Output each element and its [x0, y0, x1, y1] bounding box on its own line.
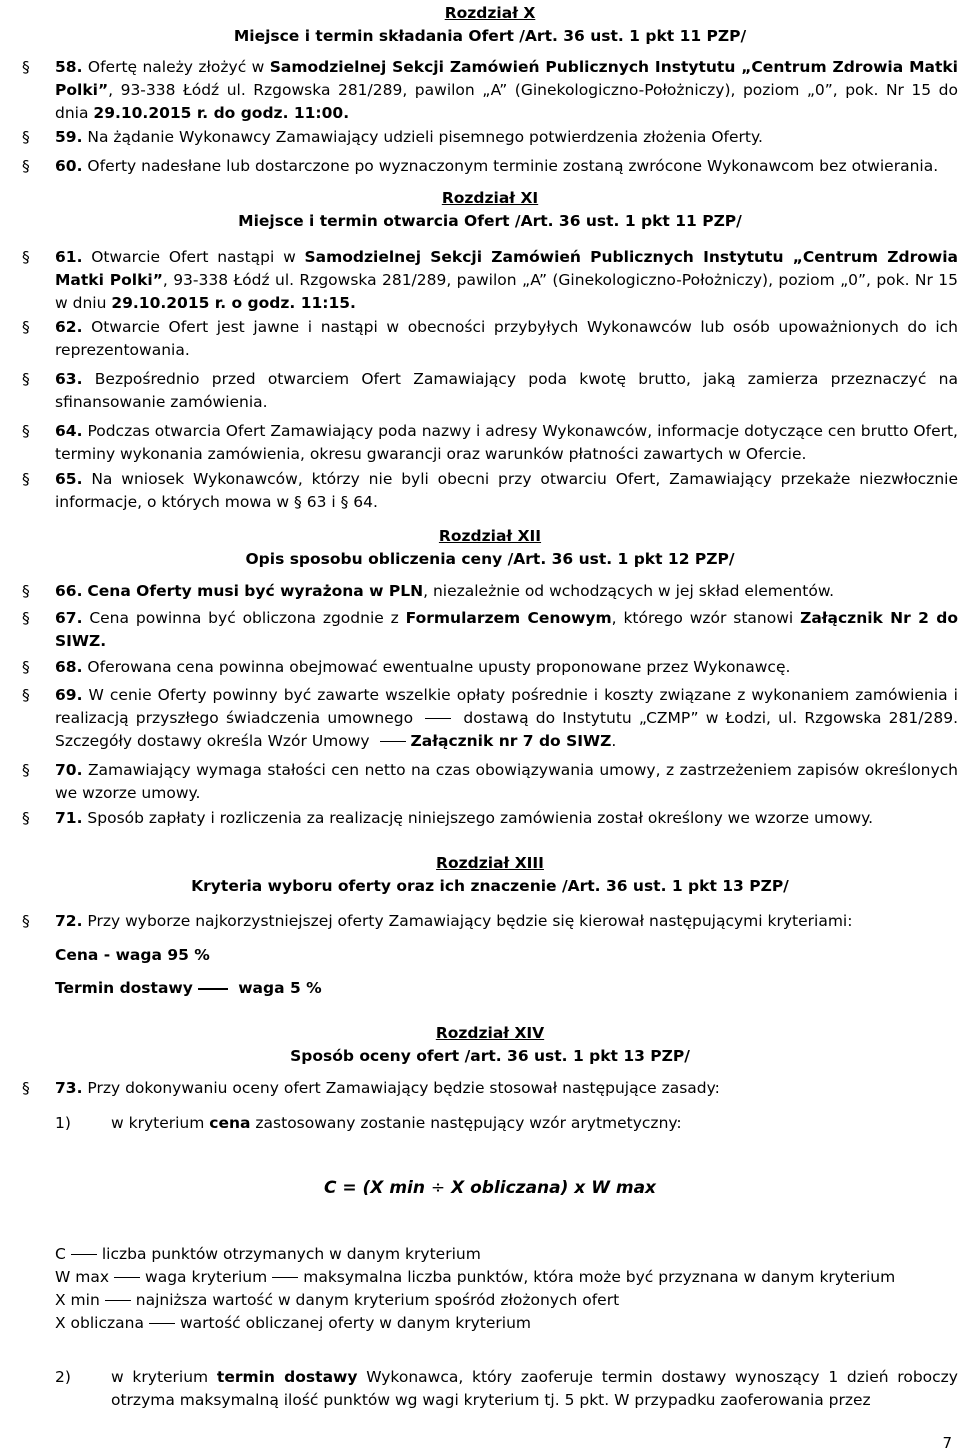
chapter-number: Rozdział XII: [438, 527, 542, 545]
paragraph-number: 72.: [55, 912, 83, 930]
paragraph-number: 66.: [55, 582, 83, 600]
section-sign: §: [22, 318, 30, 336]
section-sign: §: [22, 761, 30, 779]
paragraph-69: § 69. W cenie Oferty powinny być zawarte wszelkie opłaty pośrednie i koszty związane z wykonaniem zamówienia i realizacją przyszłego świadczenia umownego dostawą do Instytutu „CZMP” w Łodzi, ul. Rzgowska 281/289. Szczegóły dostawy określa Wzór Umowy Załącznik nr 7 do SIWZ.: [22, 684, 958, 753]
paragraph-number: 64.: [55, 422, 83, 440]
section-sign: §: [22, 58, 30, 76]
legend-row: X obliczana wartość obliczanej oferty w danym kryterium: [55, 1314, 532, 1332]
paragraph-number: 69.: [55, 686, 83, 704]
paragraph-64: § 64. Podczas otwarcia Ofert Zamawiający poda nazwy i adresy Wykonawców, informacje dotyczące cen brutto Ofert, terminy wykonania zamówienia, okresu gwarancji oraz warunków płatności zawartych w Ofercie.: [22, 420, 958, 466]
paragraph-60: § 60. Oferty nadesłane lub dostarczone po wyznaczonym terminie zostaną zwrócone Wykonawcom bez otwierania.: [22, 155, 958, 178]
paragraph-65: § 65. Na wniosek Wykonawców, którzy nie byli obecni przy otwarciu Ofert, Zamawiający przekaże niezwłocznie informacje, o których mowa w § 63 i § 64.: [22, 468, 958, 514]
rule-1: 1) w kryterium cena zastosowany zostanie następujący wzór arytmetyczny:: [55, 1112, 958, 1135]
paragraph-number: 61.: [55, 248, 83, 266]
paragraph-number: 73.: [55, 1079, 83, 1097]
chapter-title: Opis sposobu obliczenia ceny /Art. 36 ust. 1 pkt 12 PZP/: [245, 550, 735, 568]
chapter-number: Rozdział XIV: [435, 1024, 545, 1042]
chapter-number: Rozdział XI: [441, 189, 539, 207]
paragraph-71: § 71. Sposób zapłaty i rozliczenia za realizację niniejszego zamówienia został określony we wzorze umowy.: [22, 807, 958, 830]
paragraph-number: 70.: [55, 761, 83, 779]
rule-number: 2): [55, 1368, 71, 1386]
paragraph-number: 63.: [55, 370, 83, 388]
chapter-title: Miejsce i termin składania Ofert /Art. 36 ust. 1 pkt 11 PZP/: [233, 27, 747, 45]
paragraph-66: § 66. Cena Oferty musi być wyrażona w PLN, niezależnie od wchodzących w jej skład elementów.: [22, 580, 958, 603]
paragraph-number: 68.: [55, 658, 83, 676]
legend-row: W max waga kryterium maksymalna liczba punktów, która może być przyznana w danym kryterium: [55, 1268, 896, 1286]
section-sign: §: [22, 609, 30, 627]
section-sign: §: [22, 470, 30, 488]
rule-2: 2) w kryterium termin dostawy Wykonawca, który zaoferuje termin dostawy wynoszący 1 dzień roboczy otrzyma maksymalną ilość punktów wg wagi kryterium tj. 5 pkt. W przypadku zaoferowania przez: [55, 1366, 958, 1412]
section-sign: §: [22, 422, 30, 440]
section-sign: §: [22, 157, 30, 175]
section-sign: §: [22, 912, 30, 930]
chapter-number: Rozdział X: [444, 4, 536, 22]
paragraph-number: 62.: [55, 318, 83, 336]
page-number: 7: [942, 1434, 952, 1452]
dash-rule: [425, 718, 451, 719]
section-sign: §: [22, 686, 30, 704]
paragraph-59: § 59. Na żądanie Wykonawcy Zamawiający udzieli pisemnego potwierdzenia złożenia Oferty.: [22, 126, 958, 149]
paragraph-63: § 63. Bezpośrednio przed otwarciem Ofert Zamawiający poda kwotę brutto, jaką zamierza przeznaczyć na sfinansowanie zamówienia.: [22, 368, 958, 414]
paragraph-67: § 67. Cena powinna być obliczona zgodnie z Formularzem Cenowym, którego wzór stanowi Załącznik Nr 2 do SIWZ.: [22, 607, 958, 653]
section-sign: §: [22, 1079, 30, 1097]
paragraph-62: § 62. Otwarcie Ofert jest jawne i nastąpi w obecności przybyłych Wykonawców lub osób upoważnionych do ich reprezentowania.: [22, 316, 958, 362]
chapter-xi-heading: [22, 187, 958, 233]
paragraph-number: 59.: [55, 128, 83, 146]
criterion-price: Cena - waga 95 %: [55, 946, 210, 964]
paragraph-58: § 58. Ofertę należy złożyć w Samodzielnej Sekcji Zamówień Publicznych Instytutu „Centrum Zdrowia Matki Polki”, 93-338 Łódź ul. Rzgowska 281/289, pawilon „A” (Ginekologiczno-Położniczy), poziom „0”, pok. Nr 15 do dnia 29.10.2015 r. do godz. 11:00.: [22, 56, 958, 125]
section-sign: §: [22, 809, 30, 827]
chapter-number: Rozdział XIII: [436, 854, 544, 872]
paragraph-72: § 72. Przy wyborze najkorzystniejszej oferty Zamawiający będzie się kierował następującymi kryteriami:: [22, 910, 958, 933]
paragraph-61: § 61. Otwarcie Ofert nastąpi w Samodzielnej Sekcji Zamówień Publicznych Instytutu „Centrum Zdrowia Matki Polki”, 93-338 Łódź ul. Rzgowska 281/289, pawilon „A” (Ginekologiczno-Położniczy), poziom „0”, pok. Nr 15 w dniu 29.10.2015 r. o godz. 11:15.: [22, 246, 958, 315]
paragraph-73: § 73. Przy dokonywaniu oceny ofert Zamawiający będzie stosował następujące zasady:: [22, 1077, 958, 1100]
section-sign: §: [22, 582, 30, 600]
dash-rule: [380, 741, 406, 742]
rule-number: 1): [55, 1114, 71, 1132]
legend-row: C liczba punktów otrzymanych w danym kryterium: [55, 1245, 481, 1263]
criterion-delivery: Termin dostawy waga 5 %: [55, 979, 322, 997]
chapter-xii-heading: [22, 525, 958, 571]
chapter-title: Miejsce i termin otwarcia Ofert /Art. 36 ust. 1 pkt 11 PZP/: [238, 212, 742, 230]
paragraph-number: 71.: [55, 809, 83, 827]
paragraph-68: § 68. Oferowana cena powinna obejmować ewentualne upusty proponowane przez Wykonawcę.: [22, 656, 958, 679]
section-sign: §: [22, 370, 30, 388]
chapter-x-heading: [22, 2, 958, 48]
price-formula: C = (X min ÷ X obliczana) x W max: [323, 1178, 657, 1198]
section-sign: §: [22, 248, 30, 266]
paragraph-number: 58.: [55, 58, 83, 76]
chapter-title: Sposób oceny ofert /art. 36 ust. 1 pkt 13 PZP/: [290, 1047, 690, 1065]
section-sign: §: [22, 658, 30, 676]
dash-rule: [198, 988, 228, 990]
paragraph-number: 65.: [55, 470, 83, 488]
chapter-xiii-heading: [22, 852, 958, 898]
section-sign: §: [22, 128, 30, 146]
chapter-xiv-heading: [22, 1022, 958, 1068]
paragraph-number: 60.: [55, 157, 83, 175]
legend-row: X min najniższa wartość w danym kryterium spośród złożonych ofert: [55, 1291, 620, 1309]
paragraph-number: 67.: [55, 609, 83, 627]
paragraph-70: § 70. Zamawiający wymaga stałości cen netto na czas obowiązywania umowy, z zastrzeżeniem zapisów określonych we wzorze umowy.: [22, 759, 958, 805]
chapter-title: Kryteria wyboru oferty oraz ich znaczenie /Art. 36 ust. 1 pkt 13 PZP/: [191, 877, 789, 895]
formula-legend: [55, 1243, 895, 1335]
